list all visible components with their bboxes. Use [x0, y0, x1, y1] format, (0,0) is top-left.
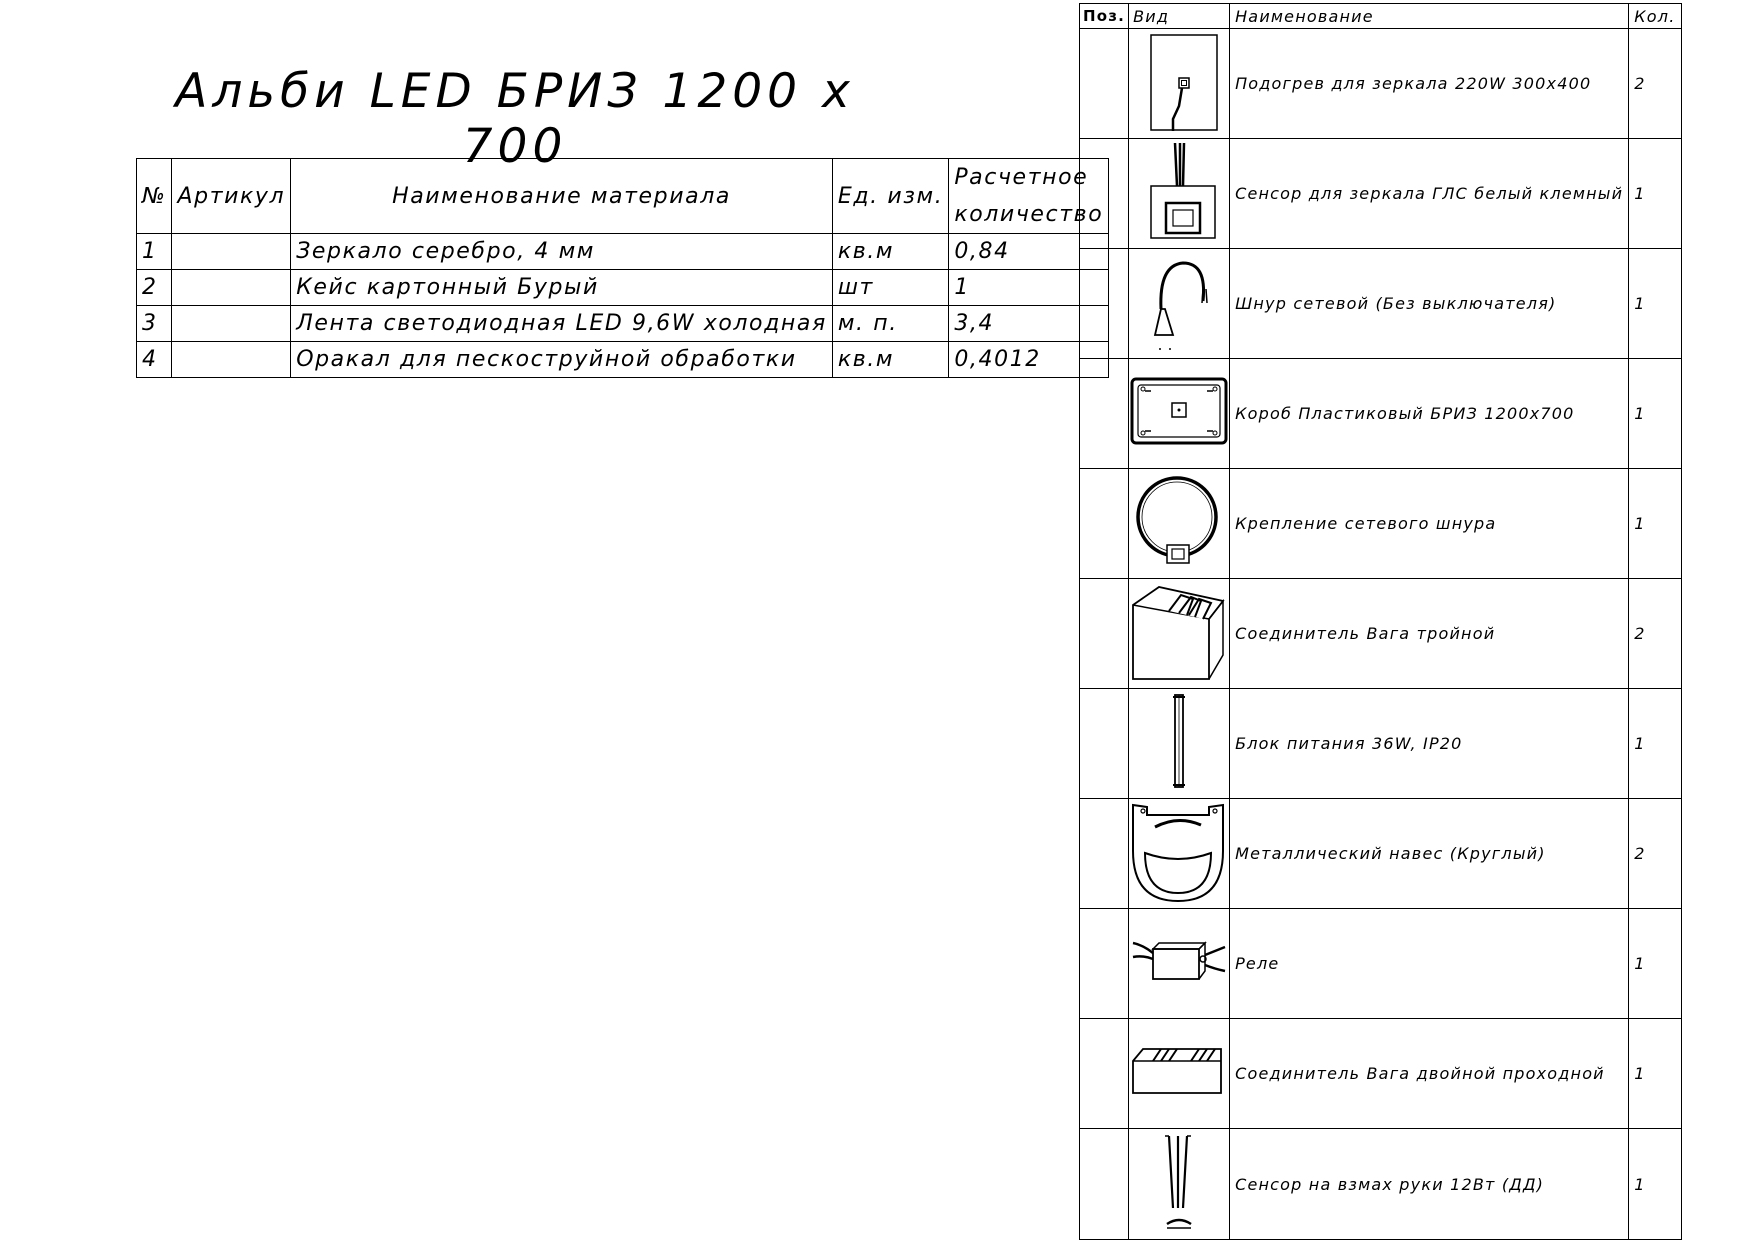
row-unit: кв.м — [832, 234, 948, 270]
document-title: Альби LED БРИЗ 1200 x 700 — [175, 64, 855, 174]
row-count: 2 — [1629, 579, 1681, 689]
row-view — [1129, 1019, 1230, 1129]
header-position: Поз. — [1080, 4, 1129, 29]
power-cord-icon — [1129, 251, 1229, 356]
row-position — [1080, 359, 1129, 469]
wago-triple-connector-icon — [1129, 581, 1229, 686]
table-row — [1080, 1129, 1682, 1240]
row-article — [172, 342, 291, 378]
row-unit: шт — [832, 270, 948, 306]
row-material-name: Зеркало серебро, 4 мм — [291, 234, 833, 270]
row-position — [1080, 909, 1129, 1019]
table-row — [1080, 689, 1682, 799]
header-view: Вид — [1129, 4, 1230, 29]
table-row — [1080, 469, 1682, 579]
table-row — [1080, 1019, 1682, 1129]
metal-hanger-icon — [1129, 801, 1229, 906]
components-spec-table — [1079, 3, 1682, 1240]
row-position — [1080, 249, 1129, 359]
row-view — [1129, 579, 1230, 689]
materials-table — [136, 158, 1109, 378]
table-row — [1080, 139, 1682, 249]
row-count: 1 — [1629, 909, 1681, 1019]
row-component-name: Сенсор для зеркала ГЛС белый клемный — [1230, 139, 1629, 249]
row-position — [1080, 689, 1129, 799]
row-position — [1080, 139, 1129, 249]
row-count: 1 — [1629, 359, 1681, 469]
wago-double-connector-icon — [1129, 1021, 1229, 1126]
row-position — [1080, 799, 1129, 909]
row-component-name: Соединитель Вага тройной — [1230, 579, 1629, 689]
plastic-box-icon — [1129, 361, 1229, 466]
row-count: 1 — [1629, 1019, 1681, 1129]
table-row — [1080, 359, 1682, 469]
row-material-name: Оракал для пескоструйной обработки — [291, 342, 833, 378]
relay-icon — [1129, 911, 1229, 1016]
row-material-name: Лента светодиодная LED 9,6W холодная — [291, 306, 833, 342]
row-component-name: Металлический навес (Круглый) — [1230, 799, 1629, 909]
row-article — [172, 270, 291, 306]
cable-tie-icon — [1129, 471, 1229, 576]
heater-pad-icon — [1129, 31, 1229, 136]
row-unit: кв.м — [832, 342, 948, 378]
row-article — [172, 306, 291, 342]
row-quantity: 3,4 — [949, 306, 1109, 342]
row-count: 2 — [1629, 29, 1681, 139]
row-component-name: Реле — [1230, 909, 1629, 1019]
table-row — [137, 270, 1109, 306]
table-row — [1080, 909, 1682, 1019]
row-position — [1080, 579, 1129, 689]
table-row — [1080, 799, 1682, 909]
header-quantity-line2: количество — [954, 202, 1104, 227]
header-article: Артикул — [172, 159, 291, 234]
spec-header-row — [1080, 4, 1682, 29]
row-view — [1129, 689, 1230, 799]
table-row — [1080, 29, 1682, 139]
table-row — [1080, 249, 1682, 359]
table-row — [1080, 579, 1682, 689]
row-count: 1 — [1629, 139, 1681, 249]
row-component-name: Крепление сетевого шнура — [1230, 469, 1629, 579]
header-component-name: Наименование — [1230, 4, 1629, 29]
row-component-name: Шнур сетевой (Без выключателя) — [1230, 249, 1629, 359]
row-num: 1 — [137, 234, 172, 270]
row-quantity: 0,4012 — [949, 342, 1109, 378]
hand-wave-sensor-icon — [1129, 1132, 1229, 1237]
row-article — [172, 234, 291, 270]
row-component-name: Подогрев для зеркала 220W 300x400 — [1230, 29, 1629, 139]
row-material-name: Кейс картонный Бурый — [291, 270, 833, 306]
row-position — [1080, 1129, 1129, 1240]
row-count: 1 — [1629, 469, 1681, 579]
row-count: 1 — [1629, 689, 1681, 799]
row-position — [1080, 469, 1129, 579]
row-num: 2 — [137, 270, 172, 306]
row-view — [1129, 1129, 1230, 1240]
row-count: 1 — [1629, 1129, 1681, 1240]
header-unit: Ед. изм. — [832, 159, 948, 234]
touch-sensor-icon — [1129, 141, 1229, 246]
row-view — [1129, 909, 1230, 1019]
row-view — [1129, 139, 1230, 249]
table-row — [137, 234, 1109, 270]
row-view — [1129, 469, 1230, 579]
row-component-name: Блок питания 36W, IP20 — [1230, 689, 1629, 799]
row-component-name: Соединитель Вага двойной проходной — [1230, 1019, 1629, 1129]
header-count: Кол. — [1629, 4, 1681, 29]
row-num: 4 — [137, 342, 172, 378]
row-component-name: Короб Пластиковый БРИЗ 1200x700 — [1230, 359, 1629, 469]
row-unit: м. п. — [832, 306, 948, 342]
row-quantity: 0,84 — [949, 234, 1109, 270]
header-material-name: Наименование материала — [291, 159, 833, 234]
row-view — [1129, 249, 1230, 359]
row-view — [1129, 359, 1230, 469]
table-row — [137, 306, 1109, 342]
row-view — [1129, 799, 1230, 909]
row-count: 2 — [1629, 799, 1681, 909]
table-row — [137, 342, 1109, 378]
row-position — [1080, 1019, 1129, 1129]
row-num: 3 — [137, 306, 172, 342]
row-position — [1080, 29, 1129, 139]
header-quantity-line1: Расчетное — [954, 165, 1089, 190]
row-component-name: Сенсор на взмах руки 12Вт (ДД) — [1230, 1129, 1629, 1240]
row-view — [1129, 29, 1230, 139]
header-num: № — [137, 159, 172, 234]
power-supply-icon — [1129, 691, 1229, 796]
materials-header-row — [137, 159, 1109, 234]
row-count: 1 — [1629, 249, 1681, 359]
row-quantity: 1 — [949, 270, 1109, 306]
